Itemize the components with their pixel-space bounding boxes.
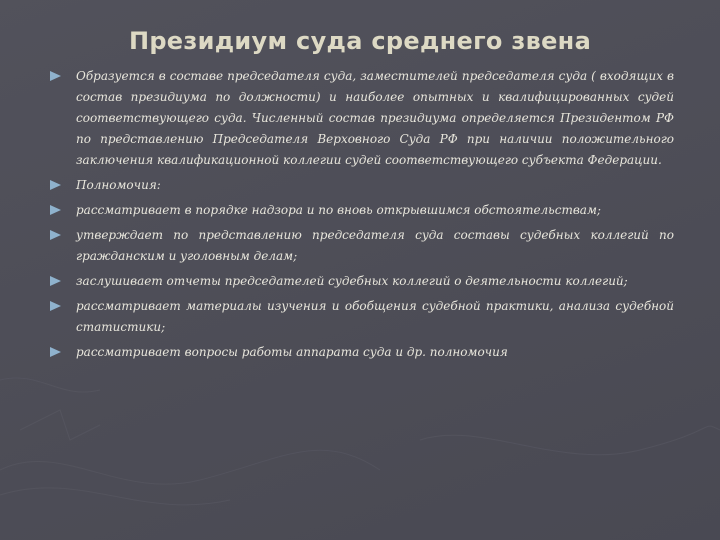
list-item xyxy=(50,271,674,292)
triangle-bullet-icon xyxy=(50,301,61,311)
list-item xyxy=(50,296,674,338)
list-item-text: рассматривает вопросы работы аппарата суда и др. полномочия xyxy=(76,345,508,359)
list-item xyxy=(50,225,674,267)
list-item-text: заслушивает отчеты председателей судебных коллегий о деятельности коллегий; xyxy=(76,274,628,288)
list-item-text: Полномочия: xyxy=(76,178,161,192)
triangle-bullet-icon xyxy=(50,71,61,81)
slide-title: Президиум суда среднего звена xyxy=(128,27,592,55)
bullet-list xyxy=(50,66,674,367)
list-item-text: утверждает по представлению председателя суда составы судебных коллегий по гражданским и уголовным делам; xyxy=(76,228,674,263)
triangle-bullet-icon xyxy=(50,205,61,215)
triangle-bullet-icon xyxy=(50,347,61,357)
list-item xyxy=(50,175,674,196)
list-item-text: рассматривает в порядке надзора и по вновь открывшимся обстоятельствам; xyxy=(76,203,601,217)
list-item-text: Образуется в составе председателя суда, заместителей председателя суда ( входящих в состав президиума по должности) и наиболее опытных и квалифицированных судей соответствующего суда. Численный состав президиума определяется Президентом РФ по представлению Председателя Верховного Суда РФ при наличии положительного заключения квалификационной коллегии судей соответствующего субъекта Федерации. xyxy=(76,69,674,167)
triangle-bullet-icon xyxy=(50,230,61,240)
triangle-bullet-icon xyxy=(50,180,61,190)
triangle-bullet-icon xyxy=(50,276,61,286)
list-item xyxy=(50,342,674,363)
list-item-text: рассматривает материалы изучения и обобщения судебной практики, анализа судебной статистики; xyxy=(76,299,674,334)
list-item xyxy=(50,200,674,221)
list-item xyxy=(50,66,674,171)
